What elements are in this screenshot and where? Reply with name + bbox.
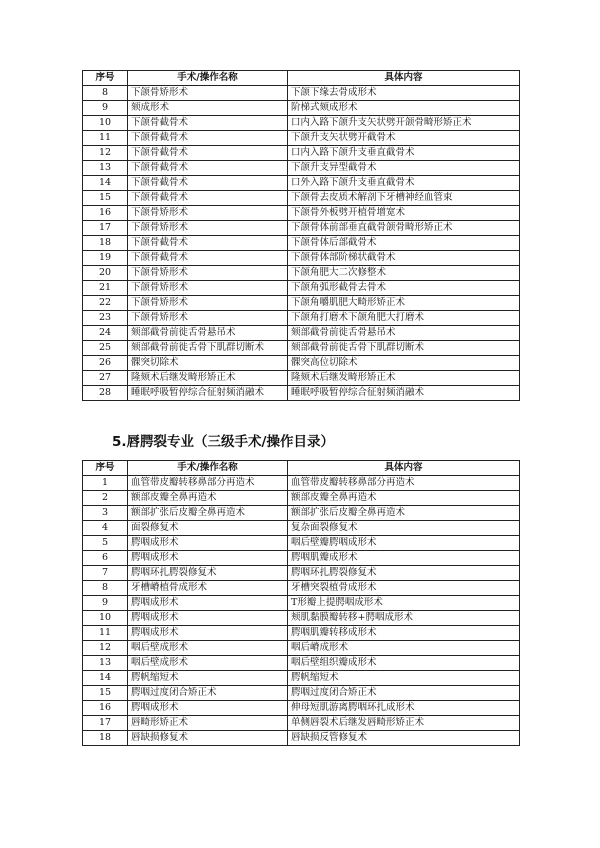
cell-details: 髁突高位切除术: [288, 356, 520, 371]
cell-details: 下颌骨体部阶梯状截骨术: [288, 251, 520, 266]
cell-procedure-name: 唇畸形矫正术: [128, 716, 288, 731]
cell-details: 牙槽突裂植骨成形术: [288, 581, 520, 596]
cell-procedure-name: 腭咽成形术: [128, 701, 288, 716]
table-row: [83, 491, 520, 506]
cell-seq: 3: [83, 506, 128, 521]
cell-seq: 10: [83, 116, 128, 131]
cell-procedure-name: 下颌骨截骨术: [128, 146, 288, 161]
cell-procedure-name: 下颌骨矫形术: [128, 206, 288, 221]
cell-details: 阶梯式颏成形术: [288, 101, 520, 116]
cell-procedure-name: 腭咽成形术: [128, 551, 288, 566]
header-procedure-name: 手术/操作名称: [128, 71, 288, 86]
cell-procedure-name: 腭咽成形术: [128, 626, 288, 641]
table-row: [83, 506, 520, 521]
cell-details: 颏部截骨前徙舌骨下肌群切断术: [288, 341, 520, 356]
surgery-table-1: [82, 70, 520, 401]
cell-seq: 13: [83, 656, 128, 671]
table-row: [83, 266, 520, 281]
cell-seq: 21: [83, 281, 128, 296]
table-row: [83, 176, 520, 191]
cell-seq: 7: [83, 566, 128, 581]
table-row: [83, 236, 520, 251]
cell-details: 额部皮瓣全鼻再造术: [288, 491, 520, 506]
cell-seq: 1: [83, 476, 128, 491]
table-row: [83, 551, 520, 566]
cell-details: T形瓣上提腭咽成形术: [288, 596, 520, 611]
cell-details: 颊肌黏膜瓣转移+腭咽成形术: [288, 611, 520, 626]
cell-procedure-name: 下颌骨矫形术: [128, 266, 288, 281]
cell-seq: 5: [83, 536, 128, 551]
table-row: [83, 371, 520, 386]
cell-seq: 11: [83, 626, 128, 641]
cell-procedure-name: 额部扩张后皮瓣全鼻再造术: [128, 506, 288, 521]
cell-seq: 16: [83, 206, 128, 221]
cell-seq: 18: [83, 236, 128, 251]
cell-details: 额部扩张后皮瓣全鼻再造术: [288, 506, 520, 521]
cell-details: 腭咽环扎腭裂修复术: [288, 566, 520, 581]
cell-details: 下颌骨体前部垂直截骨颌骨畸形矫正术: [288, 221, 520, 236]
cell-procedure-name: 下颌骨矫形术: [128, 281, 288, 296]
table-body: [83, 476, 520, 746]
cell-procedure-name: 额部皮瓣全鼻再造术: [128, 491, 288, 506]
cell-seq: 8: [83, 86, 128, 101]
cell-procedure-name: 咽后壁成形术: [128, 641, 288, 656]
cell-procedure-name: 牙槽嵴植骨成形术: [128, 581, 288, 596]
cell-seq: 4: [83, 521, 128, 536]
cell-seq: 11: [83, 131, 128, 146]
header-procedure-name: 手术/操作名称: [128, 461, 288, 476]
cell-details: 唇缺损反管修复术: [288, 731, 520, 746]
table-row: [83, 581, 520, 596]
table-row: [83, 611, 520, 626]
table-row: [83, 641, 520, 656]
cell-details: 下颌骨去皮质术解剖下牙槽神经血管束: [288, 191, 520, 206]
cell-seq: 10: [83, 611, 128, 626]
cell-details: 腭帆缩短术: [288, 671, 520, 686]
cell-details: 下颌下缘去骨成形术: [288, 86, 520, 101]
cell-procedure-name: 下颌骨截骨术: [128, 131, 288, 146]
table-row: [83, 476, 520, 491]
cell-details: 口内入路下颌升支垂直截骨术: [288, 146, 520, 161]
cell-details: 隆颏术后继发畸形矫正术: [288, 371, 520, 386]
cell-procedure-name: 颏部截骨前徙舌骨下肌群切断术: [128, 341, 288, 356]
cell-details: 下颌角打磨术下颌角肥大打磨术: [288, 311, 520, 326]
table-row: [83, 86, 520, 101]
header-seq: 序号: [83, 71, 128, 86]
table-row: [83, 281, 520, 296]
table-row: [83, 221, 520, 236]
cell-seq: 16: [83, 701, 128, 716]
table-row: [83, 671, 520, 686]
cell-seq: 8: [83, 581, 128, 596]
cell-details: 血管带皮瓣转移鼻部分再造术: [288, 476, 520, 491]
cell-procedure-name: 血管带皮瓣转移鼻部分再造术: [128, 476, 288, 491]
cell-procedure-name: 腭咽成形术: [128, 611, 288, 626]
cell-procedure-name: 下颌骨矫形术: [128, 296, 288, 311]
table-row: [83, 701, 520, 716]
cell-seq: 2: [83, 491, 128, 506]
cell-details: 伸母短肌游离腭咽环扎成形术: [288, 701, 520, 716]
table-row: [83, 521, 520, 536]
cell-seq: 15: [83, 686, 128, 701]
cell-seq: 18: [83, 731, 128, 746]
cell-details: 口外入路下颌升支垂直截骨术: [288, 176, 520, 191]
cell-details: 腭咽肌瓣转移成形术: [288, 626, 520, 641]
cell-seq: 12: [83, 641, 128, 656]
cell-seq: 26: [83, 356, 128, 371]
table-row: [83, 686, 520, 701]
cell-details: 咽后壁瓣腭咽成形术: [288, 536, 520, 551]
cell-seq: 23: [83, 311, 128, 326]
cell-details: 下颌骨体后部截骨术: [288, 236, 520, 251]
cell-details: 咽后嵴成形术: [288, 641, 520, 656]
cell-procedure-name: 下颌骨矫形术: [128, 86, 288, 101]
table-row: [83, 731, 520, 746]
cell-procedure-name: 下颌骨矫形术: [128, 221, 288, 236]
table-row: [83, 356, 520, 371]
table-row: [83, 116, 520, 131]
table-row: [83, 296, 520, 311]
cell-seq: 24: [83, 326, 128, 341]
cell-procedure-name: 下颌骨截骨术: [128, 236, 288, 251]
cell-procedure-name: 面裂修复术: [128, 521, 288, 536]
cell-seq: 15: [83, 191, 128, 206]
cell-details: 颏部截骨前徙舌骨悬吊术: [288, 326, 520, 341]
cell-procedure-name: 腭帆缩短术: [128, 671, 288, 686]
cell-procedure-name: 下颌骨截骨术: [128, 251, 288, 266]
cell-details: 下颌角嚼肌肥大畸形矫正术: [288, 296, 520, 311]
table-row: [83, 311, 520, 326]
cell-seq: 14: [83, 176, 128, 191]
cell-procedure-name: 下颌骨矫形术: [128, 311, 288, 326]
cell-details: 腭咽肌瓣成形术: [288, 551, 520, 566]
table-row: [83, 191, 520, 206]
table-row: [83, 536, 520, 551]
cell-details: 复杂面裂修复术: [288, 521, 520, 536]
table-row: [83, 161, 520, 176]
cell-procedure-name: 腭咽环扎腭裂修复术: [128, 566, 288, 581]
cell-details: 腭咽过度闭合矫正术: [288, 686, 520, 701]
cell-details: 下颌升支异型截骨术: [288, 161, 520, 176]
cell-details: 下颌角肥大二次修整术: [288, 266, 520, 281]
cell-procedure-name: 咽后壁成形术: [128, 656, 288, 671]
table-row: [83, 341, 520, 356]
cell-procedure-name: 睡眠呼吸暂停综合征射频消融术: [128, 386, 288, 401]
cell-seq: 22: [83, 296, 128, 311]
cell-procedure-name: 下颌骨截骨术: [128, 176, 288, 191]
table-body: [83, 86, 520, 401]
cell-seq: 9: [83, 101, 128, 116]
table-row: [83, 596, 520, 611]
cell-seq: 20: [83, 266, 128, 281]
cell-procedure-name: 隆颏术后继发畸形矫正术: [128, 371, 288, 386]
table-row: [83, 626, 520, 641]
header-details: 具体内容: [288, 461, 520, 476]
cell-seq: 14: [83, 671, 128, 686]
table-row: [83, 251, 520, 266]
section-title: 5.唇腭裂专业（三级手术/操作目录）: [112, 434, 334, 450]
cell-details: 下颌升支矢状劈开截骨术: [288, 131, 520, 146]
cell-seq: 25: [83, 341, 128, 356]
table-header-row: [83, 461, 520, 476]
header-seq: 序号: [83, 461, 128, 476]
cell-seq: 17: [83, 716, 128, 731]
cell-details: 睡眠呼吸暂停综合征射频消融术: [288, 386, 520, 401]
cell-procedure-name: 下颌骨截骨术: [128, 191, 288, 206]
table-row: [83, 386, 520, 401]
cell-procedure-name: 唇缺损修复术: [128, 731, 288, 746]
table-row: [83, 101, 520, 116]
cell-details: 下颌角弧形截骨去骨术: [288, 281, 520, 296]
cell-procedure-name: 腭咽成形术: [128, 536, 288, 551]
cell-details: 口内入路下颌升支矢状劈开颌骨畸形矫正术: [288, 116, 520, 131]
cell-details: 咽后壁组织瓣成形术: [288, 656, 520, 671]
cell-seq: 27: [83, 371, 128, 386]
table-row: [83, 716, 520, 731]
table-row: [83, 206, 520, 221]
table-row: [83, 131, 520, 146]
cell-details: 单侧唇裂术后继发唇畸形矫正术: [288, 716, 520, 731]
cell-seq: 13: [83, 161, 128, 176]
cell-procedure-name: 腭咽成形术: [128, 596, 288, 611]
cell-seq: 28: [83, 386, 128, 401]
cell-seq: 6: [83, 551, 128, 566]
table-row: [83, 326, 520, 341]
cell-seq: 17: [83, 221, 128, 236]
cell-details: 下颌骨外板劈开植骨增宽术: [288, 206, 520, 221]
table-row: [83, 566, 520, 581]
surgery-table-2: [82, 460, 520, 746]
cell-seq: 19: [83, 251, 128, 266]
table-row: [83, 146, 520, 161]
cell-procedure-name: 腭咽过度闭合矫正术: [128, 686, 288, 701]
cell-procedure-name: 下颌骨截骨术: [128, 116, 288, 131]
table-row: [83, 656, 520, 671]
cell-procedure-name: 颏部截骨前徙舌骨悬吊术: [128, 326, 288, 341]
table-header-row: [83, 71, 520, 86]
cell-procedure-name: 颏成形术: [128, 101, 288, 116]
cell-seq: 12: [83, 146, 128, 161]
cell-procedure-name: 下颌骨截骨术: [128, 161, 288, 176]
cell-seq: 9: [83, 596, 128, 611]
cell-procedure-name: 髁突切除术: [128, 356, 288, 371]
header-details: 具体内容: [288, 71, 520, 86]
